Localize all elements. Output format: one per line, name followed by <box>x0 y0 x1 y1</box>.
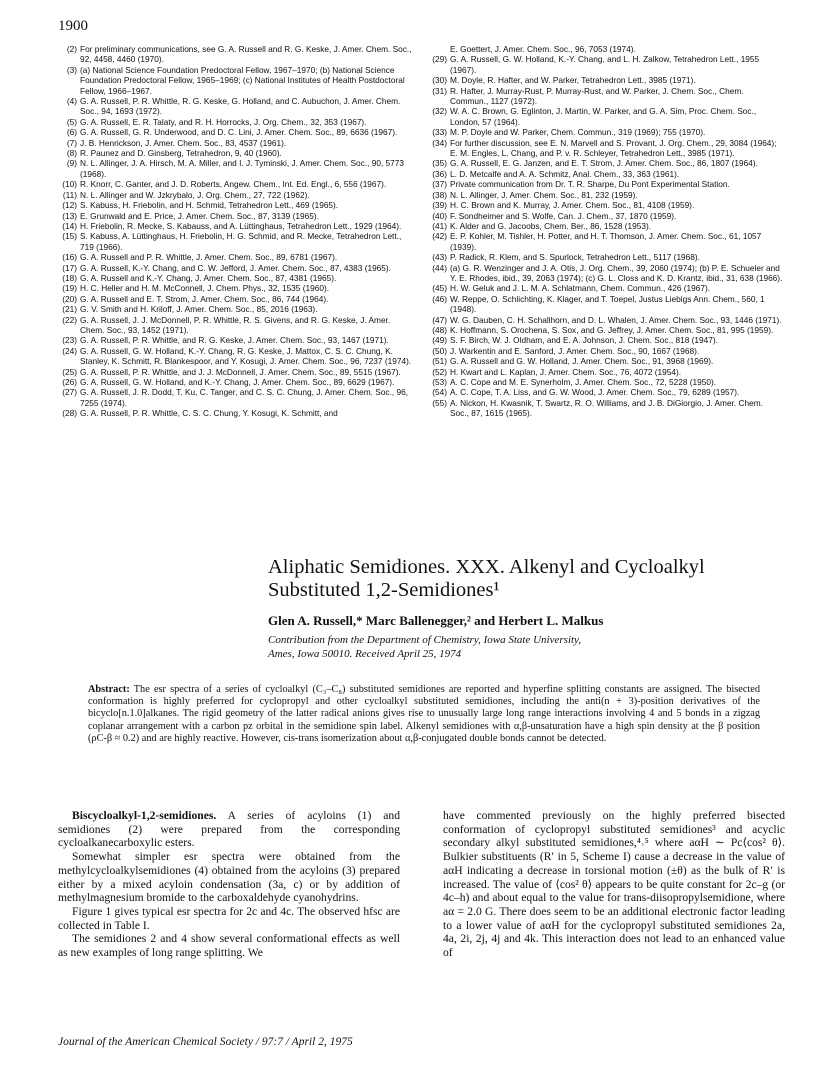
reference-text: R. Knorr, C. Ganter, and J. D. Roberts, Angew. Chem., Int. Ed. Engl., 6, 556 (1967). <box>80 179 387 190</box>
references-left-column <box>58 44 413 419</box>
reference-text: G. A. Russell and K.-Y. Chang, J. Amer. Chem. Soc., 87, 4381 (1965). <box>80 272 337 283</box>
reference-number: (21) <box>62 304 77 315</box>
reference-entry <box>428 325 783 335</box>
reference-entry <box>58 252 413 262</box>
reference-text: R. Hafter, J. Murray-Rust, P. Murray-Rust, and W. Parker, J. Chem. Soc., Chem. Commun., 1127 (1972). <box>450 85 744 107</box>
reference-entry <box>58 200 413 210</box>
reference-number: (15) <box>62 231 77 242</box>
reference-number: (33) <box>432 127 447 138</box>
reference-number: (5) <box>66 116 77 127</box>
reference-entry <box>58 211 413 221</box>
reference-text: J. Warkentin and E. Sanford, J. Amer. Chem. Soc., 90, 1667 (1968). <box>450 345 700 356</box>
body-right-column <box>443 809 785 960</box>
paragraph-text: The semidiones 2 and 4 show several conformational effects as well as new examples of long range splitting. We <box>58 932 400 960</box>
body-paragraph <box>58 905 400 932</box>
journal-footer: Journal of the American Chemical Society / 97:7 / April 2, 1975 <box>58 1036 353 1048</box>
reference-number: (29) <box>432 54 447 65</box>
reference-entry <box>428 190 783 200</box>
reference-number: (41) <box>432 220 447 231</box>
reference-number: (28) <box>62 408 77 419</box>
reference-text: P. Radick, R. Klem, and S. Spurlock, Tetrahedron Lett., 5117 (1968). <box>450 252 700 263</box>
reference-entry <box>428 387 783 397</box>
reference-number: (34) <box>432 137 447 148</box>
reference-number: (13) <box>62 210 77 221</box>
reference-entry <box>58 294 413 304</box>
reference-number: (22) <box>62 314 77 325</box>
reference-text: G. A. Russell, P. R. Whittle, C. S. C. Chung, Y. Kosugi, K. Schmitt, and <box>80 408 338 419</box>
reference-number: (2) <box>66 44 77 54</box>
reference-text: K. Alder and G. Jacoobs, Chem. Ber., 86, 1528 (1953). <box>450 220 652 231</box>
reference-entry <box>428 127 783 137</box>
reference-number: (45) <box>432 283 447 294</box>
reference-entry <box>58 283 413 293</box>
reference-text: N. L. Allinger, J. A. Hirsch, M. A. Miller, and I. J. Tyminski, J. Amer. Chem. Soc., 90, 5773 (1968). <box>80 158 405 179</box>
reference-text: E. Goettert, J. Amer. Chem. Soc., 96, 7053 (1974). <box>450 44 636 54</box>
reference-entry <box>428 106 783 127</box>
reference-entry <box>428 75 783 85</box>
reference-text: G. A. Russell, E. G. Janzen, and E. T. Strom, J. Amer. Chem. Soc., 86, 1807 (1964). <box>450 158 758 169</box>
reference-entry <box>428 86 783 107</box>
reference-entry <box>428 356 783 366</box>
reference-text: G. A. Russell, G. W. Holland, K.-Y. Chang, and L. H. Zalkow, Tetrahedron Lett., 1955 (1967). <box>450 54 760 75</box>
reference-number: (16) <box>62 252 77 263</box>
reference-entry <box>58 65 413 96</box>
reference-entry <box>58 346 413 367</box>
reference-number: (19) <box>62 283 77 294</box>
reference-entry <box>428 315 783 325</box>
reference-entry <box>58 96 413 117</box>
reference-text: G. A. Russell, E. R. Talaty, and R. H. Horrocks, J. Org. Chem., 32, 353 (1967). <box>80 116 367 127</box>
reference-number: (44) <box>432 262 447 273</box>
reference-text: (a) National Science Foundation Predoctoral Fellow, 1967–1970; (b) National Science Foundation Predoctoral Fellow, 1965–1969; (c) National Institutes of Health Postdoctoral Fellow, 1966–1967. <box>80 64 405 96</box>
reference-text: N. L. Allinger, J. Amer. Chem. Soc., 81, 232 (1959). <box>450 189 638 200</box>
reference-text: M. P. Doyle and W. Parker, Chem. Commun., 319 (1969); 755 (1970). <box>450 127 706 138</box>
reference-text: G. A. Russell, K.-Y. Chang, and C. W. Jefford, J. Amer. Chem. Soc., 87, 4383 (1965). <box>80 262 391 273</box>
reference-text: K. Hoffmann, S. Orochena, S. Sox, and G. Jeffrey, J. Amer. Chem. Soc., 81, 995 (1959). <box>450 324 774 335</box>
article-title <box>268 556 788 602</box>
reference-number: (23) <box>62 335 77 346</box>
reference-number: (39) <box>432 200 447 211</box>
reference-entry <box>428 346 783 356</box>
reference-text: G. A. Russell, J. R. Dodd, T. Ku, C. Tanger, and C. S. C. Chung, J. Amer. Chem. Soc., 96, 7255 (1974). <box>80 387 409 408</box>
reference-number: (53) <box>432 377 447 387</box>
paragraph-text: Somewhat simpler esr spectra were obtained from the methylcycloalkylsemidiones (4) obtained from the acyloins (3) prepared either by a mixed acyloin condensation (3a, c) or by addition of methylmagnesium bromide to the carboxaldehyde cyanohydrins. <box>58 850 400 905</box>
reference-text: A. C. Cope and M. E. Synerholm, J. Amer. Chem. Soc., 72, 5228 (1950). <box>450 377 717 387</box>
reference-number: (12) <box>62 200 77 211</box>
reference-entry <box>428 44 783 54</box>
reference-number: (26) <box>62 377 77 387</box>
reference-text: W. Reppe, O. Schlichting, K. Klager, and T. Toepel, Justus Liebigs Ann. Chem., 560, 1 (1948). <box>450 293 765 315</box>
references-right-column <box>428 44 783 419</box>
reference-entry <box>58 148 413 158</box>
reference-number: (55) <box>432 397 447 408</box>
reference-entry <box>428 200 783 210</box>
reference-number: (18) <box>62 272 77 283</box>
reference-number: (52) <box>432 366 447 377</box>
reference-text: (a) G. R. Wenzinger and J. A. Otis, J. Org. Chem., 39, 2060 (1974); (b) P. E. Schueler and Y. E. Rhodes, ibid., 39, 2063 (1974); (c) G. L. Closs and K. D. Krantz, ibid., 31, 638 (1966). <box>450 262 783 283</box>
reference-text: G. A. Russell and E. T. Strom, J. Amer. Chem. Soc., 86, 744 (1964). <box>80 293 329 304</box>
reference-entry <box>58 387 413 408</box>
reference-text: G. A. Russell, G. R. Underwood, and D. C. Lini, J. Amer. Chem. Soc., 89, 6636 (1967). <box>80 127 398 138</box>
reference-text: R. Paunez and D. Ginsberg, Tetrahedron, 9, 40 (1960). <box>80 148 282 159</box>
reference-number: (10) <box>62 179 77 190</box>
body-paragraph <box>443 809 785 960</box>
reference-number: (35) <box>432 158 447 169</box>
reference-number: (31) <box>432 85 447 96</box>
page-number: 1900 <box>58 18 88 34</box>
reference-number: (11) <box>62 189 77 200</box>
title-line-2: Substituted 1,2-Semidiones¹ <box>268 579 500 601</box>
abstract-text: The esr spectra of a series of cycloalkyl (C₃–C₈) substituted semidiones are reported and hyperfine splitting constants are assigned. The bisected conformation is highly preferred for cyclopropyl and other cycloalkyl substituted semidiones, including the anti(n + 3)-position derivatives of the bicyclo[n.1.0]alkanes. The rigid geometry of the latter radical anions gives rise to unusually large long range interactions involving 4 and 5 bonds in a zigzag coplanar arrangement with a carbon pz orbital in the semidione spin label. Alkenyl semidiones with α,β-unsaturation have a high spin density at the β position (ρC-β ≈ 0.2) and are highly reactive. However, cis-trans isomerization about α,β-conjugated double bonds cannot be detected. <box>88 684 760 744</box>
reference-number: (50) <box>432 345 447 356</box>
reference-number: (46) <box>432 293 447 304</box>
abstract <box>88 684 760 745</box>
reference-entry <box>58 179 413 189</box>
reference-text: G. A. Russell, G. W. Holland, K.-Y. Chang, R. G. Keske, J. Mattox, C. S. C. Chung, K. Stanley, K. Schmitt, R. Blankespoor, and Y. Kosugi, J. Amer. Chem. Soc., 96, 7237 (1974). <box>80 345 412 367</box>
reference-text: S. Kabuss, H. Friebolin, and H. Schmid, Tetrahedron Lett., 469 (1965). <box>80 200 339 211</box>
reference-text: S. Kabuss, A. Lüttinghaus, H. Friebolin, H. G. Schmid, and R. Mecke, Tetrahedron Lett., 719 (1966). <box>80 231 402 252</box>
reference-number: (32) <box>432 106 447 117</box>
affiliation <box>268 633 768 661</box>
reference-text: W. G. Dauben, C. H. Schallhorn, and D. L. Whalen, J. Amer. Chem. Soc., 93, 1446 (1971). <box>450 314 782 325</box>
reference-text: F. Sondheimer and S. Wolfe, Can. J. Chem., 37, 1870 (1959). <box>450 210 677 221</box>
reference-entry <box>58 367 413 377</box>
reference-number: (40) <box>432 210 447 221</box>
reference-entry <box>58 158 413 179</box>
section-heading: Biscycloalkyl-1,2-semidiones. <box>72 809 217 822</box>
reference-number: (8) <box>66 148 77 159</box>
reference-text: E. P. Kohler, M. Tishler, H. Potter, and H. T. Thomson, J. Amer. Chem. Soc., 61, 1057 (1939). <box>450 231 762 252</box>
reference-entry <box>58 44 413 65</box>
reference-text: N. L. Allinger and W. Jzkrybalo, J. Org. Chem., 27, 722 (1962). <box>80 189 310 200</box>
reference-number: (4) <box>66 96 77 107</box>
reference-number: (3) <box>66 64 77 75</box>
reference-entry <box>58 263 413 273</box>
reference-number: (24) <box>62 345 77 356</box>
title-line-1: Aliphatic Semidiones. XXX. Alkenyl and Cycloalkyl <box>268 556 705 578</box>
reference-text: E. Grunwald and E. Price, J. Amer. Chem. Soc., 87, 3139 (1965). <box>80 210 319 221</box>
reference-entry <box>58 335 413 345</box>
paragraph-text: A series of acyloins (1) and semidiones (2) were prepared from the corresponding cycloalkanecarboxylic esters. <box>58 809 400 850</box>
reference-text: A. Nickon, H. Kwasnik, T. Swartz, R. O. Williams, and J. B. DiGiorgio, J. Amer. Chem. Soc., 87, 1615 (1965). <box>450 397 763 419</box>
reference-text: H. C. Heller and H. M. McConnell, J. Chem. Phys., 32, 1535 (1960). <box>80 283 330 294</box>
reference-entry <box>58 315 413 336</box>
reference-entry <box>58 304 413 314</box>
reference-number: (36) <box>432 168 447 179</box>
reference-text: G. A. Russell and G. W. Holland, J. Amer. Chem. Soc., 91, 3968 (1969). <box>450 356 714 367</box>
reference-entry <box>428 169 783 179</box>
reference-text: S. F. Birch, W. J. Oldham, and E. A. Johnson, J. Chem. Soc., 818 (1947). <box>450 335 718 346</box>
affiliation-line-1: Contribution from the Department of Chemistry, Iowa State University, <box>268 634 582 646</box>
affiliation-line-2: Ames, Iowa 50010. Received April 25, 1974 <box>268 648 462 660</box>
reference-text: L. D. Metcalfe and A. A. Schmitz, Anal. Chem., 33, 363 (1961). <box>450 168 680 179</box>
abstract-label: Abstract: <box>88 684 130 695</box>
reference-entry <box>58 138 413 148</box>
reference-number: (6) <box>66 127 77 138</box>
reference-text: G. A. Russell, P. R. Whittle, and R. G. Keske, J. Amer. Chem. Soc., 93, 1467 (1971). <box>80 335 389 346</box>
reference-text: H. Kwart and L. Kaplan, J. Amer. Chem. Soc., 76, 4072 (1954). <box>450 366 682 377</box>
reference-text: G. A. Russell, J. J. McDonnell, P. R. Whittle, R. S. Givens, and R. G. Keske, J. Amer. Chem. Soc., 93, 1452 (1971). <box>80 314 391 335</box>
reference-text: For preliminary communications, see G. A. Russell and R. G. Keske, J. Amer. Chem. Soc., 92, 4458, 4460 (1970). <box>80 44 412 65</box>
reference-number: (9) <box>66 158 77 169</box>
reference-entry <box>428 283 783 293</box>
reference-text: A. C. Cope, T. A. Liss, and G. W. Wood, J. Amer. Chem. Soc., 79, 6289 (1957). <box>450 387 740 398</box>
reference-entry <box>428 231 783 252</box>
reference-entry <box>428 377 783 387</box>
body-paragraph <box>58 932 400 959</box>
reference-number: (30) <box>432 75 447 86</box>
reference-entry <box>58 221 413 231</box>
reference-number: (38) <box>432 189 447 200</box>
reference-text: H. C. Brown and K. Murray, J. Amer. Chem. Soc., 81, 4108 (1959). <box>450 200 695 211</box>
reference-entry <box>428 221 783 231</box>
reference-number: (48) <box>432 324 447 335</box>
reference-entry <box>428 179 783 189</box>
reference-text: G. A. Russell, P. R. Whittle, R. G. Keske, G. Holland, and C. Aubuchon, J. Amer. Chem. Soc., 94, 1693 (1972). <box>80 96 401 117</box>
reference-number: (54) <box>432 387 447 398</box>
reference-entry <box>58 273 413 283</box>
reference-number: (27) <box>62 387 77 398</box>
reference-number: (7) <box>66 137 77 148</box>
paragraph-text: have commented previously on the highly preferred bisected conformation of cyclopropyl substituted semidiones³ and acyclic secondary alkyl substituted semidiones,⁴˒⁵ where aαH ∼ Pc⟨cos² θ⟩. Bulkier substituents (R′ in 5, Scheme I) cause a decrease in the value of aαH indicating a decrease in torsional motion (±θ) as the bulk of R′ is increased. The value of ⟨cos² θ⟩ appears to be quite constant for 2c–g (or 4c–h) and about equal to the value for trans-diisopropylsemidione, where aα = 2.0 G. There does seem to be an additional electronic factor leading to a lower value of aαH for the cyclopropyl substituted semidiones 2a, 4a, 2i, 2j, 4j and 4k. This interaction does not lead to an enhanced value of <box>443 809 785 960</box>
reference-text: H. Friebolin, R. Mecke, S. Kabauss, and A. Lüttinghaus, Tetrahedron Lett., 1929 (1964). <box>80 220 402 231</box>
reference-entry <box>428 367 783 377</box>
reference-number: (47) <box>432 314 447 325</box>
reference-number: (14) <box>62 220 77 231</box>
reference-text: M. Doyle, R. Hafter, and W. Parker, Tetrahedron Lett., 3985 (1971). <box>450 75 696 86</box>
reference-entry <box>428 158 783 168</box>
body-paragraph <box>58 809 400 850</box>
reference-number: (20) <box>62 293 77 304</box>
reference-entry <box>428 138 783 159</box>
reference-number: (25) <box>62 366 77 377</box>
reference-text: G. V. Smith and H. Kriloff, J. Amer. Chem. Soc., 85, 2016 (1963). <box>80 304 318 315</box>
reference-text: G. A. Russell, P. R. Whittle, and J. J. McDonnell, J. Amer. Chem. Soc., 89, 5515 (1967). <box>80 366 401 377</box>
reference-text: H. W. Geluk and J. L. M. A. Schlatmann, Chem. Commun., 426 (1967). <box>450 283 711 294</box>
reference-entry <box>428 398 783 419</box>
reference-number: (17) <box>62 262 77 273</box>
reference-entry <box>428 335 783 345</box>
reference-entry <box>428 252 783 262</box>
reference-entry <box>58 231 413 252</box>
reference-number: (43) <box>432 252 447 263</box>
reference-entry <box>428 211 783 221</box>
reference-number: (49) <box>432 335 447 346</box>
reference-text: J. B. Henrickson, J. Amer. Chem. Soc., 83, 4537 (1961). <box>80 137 287 148</box>
reference-entry <box>428 54 783 75</box>
body-left-column <box>58 809 400 960</box>
reference-entry <box>58 117 413 127</box>
reference-text: Private communication from Dr. T. R. Sharpe, Du Pont Experimental Station. <box>450 179 730 190</box>
reference-number: (42) <box>432 231 447 242</box>
body-paragraph <box>58 850 400 905</box>
reference-entry <box>428 263 783 284</box>
reference-text: W. A. C. Brown, G. Eglinton, J. Martin, W. Parker, and G. A. Sim, Proc. Chem. Soc., London, 57 (1964). <box>450 106 757 127</box>
reference-entry <box>58 127 413 137</box>
reference-entry <box>428 294 783 315</box>
paragraph-text: Figure 1 gives typical esr spectra for 2c and 4c. The observed hfsc are collected in Table I. <box>58 904 400 932</box>
reference-number: (37) <box>432 179 447 190</box>
reference-entry <box>58 408 413 418</box>
reference-text: G. A. Russell, G. W. Holland, and K.-Y. Chang, J. Amer. Chem. Soc., 89, 6629 (1967). <box>80 377 395 387</box>
reference-entry <box>58 190 413 200</box>
reference-number: (51) <box>432 356 447 367</box>
reference-text: For further discussion, see E. N. Marvell and S. Provant, J. Org. Chem., 29, 3084 (1964); E. M. Engles, L. Chang, and P. v. R. Schleyer, Tetrahedron Lett., 3985 (1971). <box>450 137 777 159</box>
reference-entry <box>58 377 413 387</box>
authors: Glen A. Russell,* Marc Ballenegger,² and Herbert L. Malkus <box>268 613 604 628</box>
reference-text: G. A. Russell and P. R. Whittle, J. Amer. Chem. Soc., 89, 6781 (1967). <box>80 252 338 263</box>
